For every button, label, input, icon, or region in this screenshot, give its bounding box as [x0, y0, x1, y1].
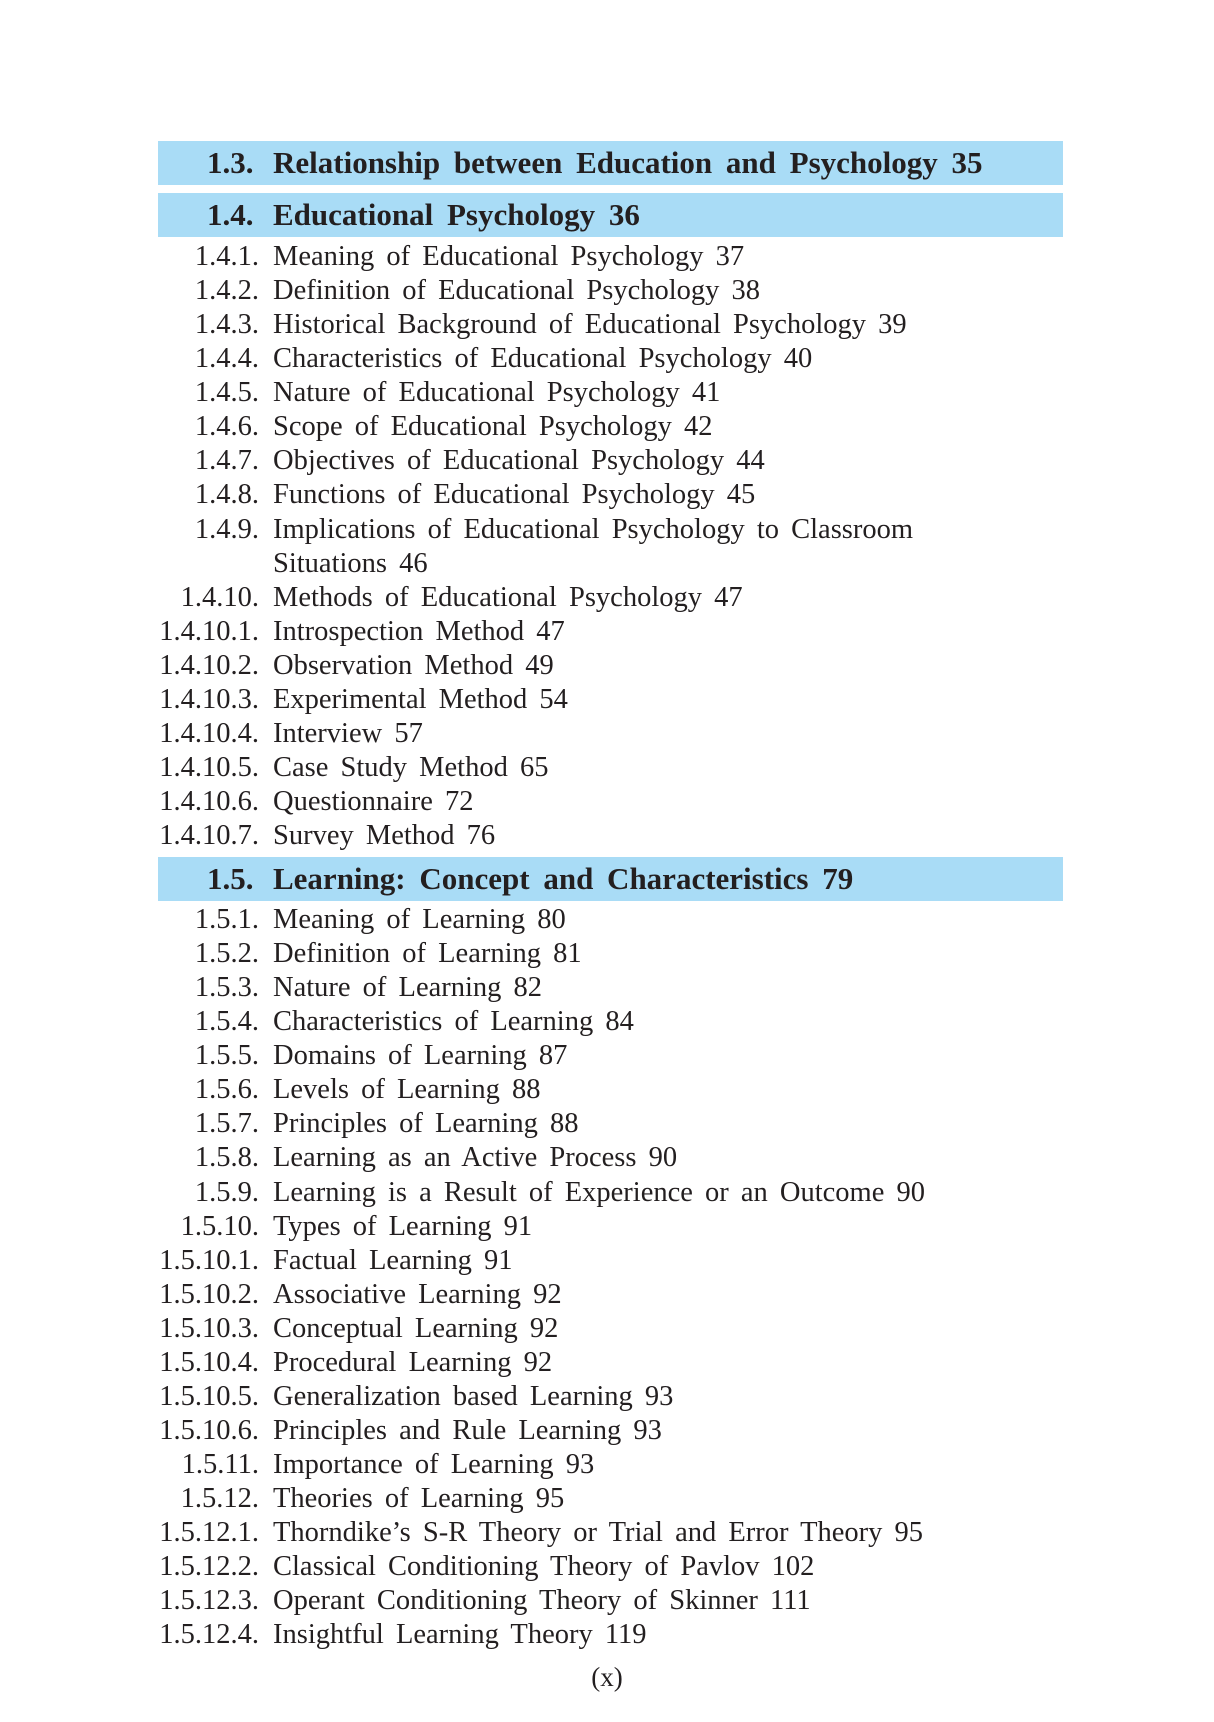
entry-title: Learning as an Active Process 90 [273, 1142, 678, 1174]
toc-entry [0, 1107, 1214, 1141]
entry-title: Operant Conditioning Theory of Skinner 111 [273, 1585, 811, 1617]
entry-title: Definition of Educational Psychology 38 [273, 275, 761, 307]
toc-entry [0, 971, 1214, 1005]
toc-entry [0, 1448, 1214, 1482]
entry-title: Historical Background of Educational Psychology 39 [273, 309, 907, 341]
entry-number: 1.4.10.6. [159, 786, 259, 817]
entry-number: 1.5.9. [194, 1176, 259, 1208]
entry-title: Characteristics of Educational Psychology 40 [273, 343, 813, 375]
entry-title: Survey Method 76 [273, 820, 496, 852]
toc-entry [0, 1005, 1214, 1039]
toc-entry [0, 581, 1214, 615]
entry-number: 1.5.10. [180, 1210, 259, 1242]
toc-entry [0, 1414, 1214, 1448]
entry-number: 1.5.11. [181, 1449, 259, 1480]
entry-number: 1.4.10.2. [159, 649, 259, 681]
entry-number: 1.5.7. [194, 1108, 259, 1140]
entry-title: Objectives of Educational Psychology 44 [273, 445, 765, 477]
entry-title: Principles of Learning 88 [273, 1108, 579, 1140]
entry-number: 1.4.8. [194, 479, 259, 511]
entry-number: 1.5.12. [180, 1483, 259, 1515]
entry-title: Insightful Learning Theory 119 [273, 1619, 647, 1651]
entry-number: 1.5.10.4. [159, 1346, 259, 1378]
entry-number: 1.4.10.3. [159, 683, 259, 715]
toc-heading-1-4 [158, 193, 1063, 237]
entry-number: 1.5.10.3. [159, 1312, 259, 1344]
entry-number: 1.5.8. [194, 1142, 259, 1174]
entry-title: Importance of Learning 93 [273, 1449, 595, 1480]
entry-title: Thorndike’s S-R Theory or Trial and Error Theory 95 [273, 1517, 924, 1549]
toc-entry [0, 274, 1214, 308]
toc-entry [0, 410, 1214, 444]
toc-entry [0, 1312, 1214, 1346]
toc-entry [0, 1550, 1214, 1584]
toc-entry [0, 1039, 1214, 1073]
entry-number: 1.5.12.3. [159, 1585, 259, 1617]
entry-number: 1.4.10.1. [159, 615, 259, 647]
entry-number: 1.5.12.1. [159, 1517, 259, 1549]
toc-entry [0, 1346, 1214, 1380]
entry-title: Generalization based Learning 93 [273, 1380, 674, 1412]
toc-entry [0, 903, 1214, 937]
entry-number: 1.4.10.4. [159, 717, 259, 749]
toc-entry [0, 308, 1214, 342]
entry-number: 1.4.7. [194, 445, 259, 477]
toc-entry [0, 615, 1214, 649]
entry-number: 1.4.4. [194, 343, 259, 375]
toc-entry [0, 683, 1214, 717]
toc-entry [0, 717, 1214, 751]
heading-title: Relationship between Education and Psychology 35 [273, 145, 983, 180]
entry-title: Questionnaire 72 [273, 786, 474, 817]
entry-title: Situations 46 [273, 547, 428, 579]
entry-number: 1.4.10. [180, 581, 259, 613]
entry-number: 1.5.10.1. [159, 1244, 259, 1276]
entry-title: Introspection Method 47 [273, 615, 565, 647]
entry-title: Nature of Learning 82 [273, 972, 543, 1004]
toc-entry [0, 1380, 1214, 1414]
toc-list-1-4 [0, 240, 1214, 853]
entry-title: Scope of Educational Psychology 42 [273, 411, 713, 443]
entry-title: Implications of Educational Psychology to Classroom [273, 513, 914, 545]
entry-number: 1.4.10.7. [159, 820, 259, 852]
entry-number: 1.4.3. [194, 309, 259, 341]
entry-title: Experimental Method 54 [273, 683, 568, 715]
toc-entry [0, 1278, 1214, 1312]
entry-number: 1.5.1. [194, 904, 259, 935]
entry-number: 1.4.10.5. [159, 751, 259, 783]
entry-title: Methods of Educational Psychology 47 [273, 581, 743, 613]
toc-entry [0, 513, 1214, 547]
entry-title: Levels of Learning 88 [273, 1074, 541, 1106]
toc-entry [0, 1244, 1214, 1278]
entry-number: 1.5.10.2. [159, 1278, 259, 1310]
entry-number: 1.4.6. [194, 411, 259, 443]
entry-number: 1.5.12.2. [159, 1551, 259, 1583]
entry-title: Conceptual Learning 92 [273, 1312, 559, 1344]
entry-title: Theories of Learning 95 [273, 1483, 565, 1515]
entry-number: 1.5.4. [194, 1006, 259, 1038]
toc-heading-1-5 [158, 857, 1063, 901]
toc-entry [0, 376, 1214, 410]
entry-title: Procedural Learning 92 [273, 1346, 553, 1378]
entry-title: Nature of Educational Psychology 41 [273, 377, 721, 409]
toc-entry [0, 1141, 1214, 1175]
entry-title: Meaning of Learning 80 [273, 904, 566, 935]
entry-number: 1.5.10.5. [159, 1380, 259, 1412]
entry-title: Classical Conditioning Theory of Pavlov 102 [273, 1551, 815, 1583]
toc-entry [0, 1073, 1214, 1107]
toc-entry [0, 819, 1214, 853]
entry-title: Definition of Learning 81 [273, 938, 582, 970]
page-number: (x) [591, 1662, 623, 1692]
toc-entry [0, 1210, 1214, 1244]
heading-number: 1.3. [207, 145, 254, 180]
toc-entry [0, 1618, 1214, 1652]
toc-list-1-5 [0, 903, 1214, 1652]
entry-number: 1.5.10.6. [159, 1414, 259, 1446]
heading-title: Educational Psychology 36 [273, 197, 640, 232]
toc-entry [0, 1584, 1214, 1618]
entry-title: Learning is a Result of Experience or an Outcome 90 [273, 1176, 926, 1208]
entry-number: 1.4.2. [194, 275, 259, 307]
entry-title: Domains of Learning 87 [273, 1040, 568, 1072]
entry-title: Characteristics of Learning 84 [273, 1006, 634, 1038]
entry-title: Principles and Rule Learning 93 [273, 1414, 662, 1446]
entry-number: 1.4.9. [194, 513, 259, 545]
toc-entry [0, 1516, 1214, 1550]
entry-title: Case Study Method 65 [273, 751, 549, 783]
entry-number: 1.5.3. [194, 972, 259, 1004]
heading-number: 1.4. [207, 197, 254, 232]
toc-entry [0, 751, 1214, 785]
toc-entry [0, 547, 1214, 581]
entry-number: 1.4.5. [194, 377, 259, 409]
entry-number: 1.5.12.4. [159, 1619, 259, 1651]
toc-entry [0, 478, 1214, 512]
toc-entry [0, 240, 1214, 274]
entry-title: Observation Method 49 [273, 649, 554, 681]
entry-title: Types of Learning 91 [273, 1210, 533, 1242]
heading-title: Learning: Concept and Characteristics 79 [273, 861, 854, 896]
toc-heading-1-3 [158, 141, 1063, 185]
entry-number: 1.5.5. [194, 1040, 259, 1072]
entry-title: Associative Learning 92 [273, 1278, 562, 1310]
entry-title: Interview 57 [273, 717, 423, 749]
toc-entry [0, 785, 1214, 819]
entry-title: Meaning of Educational Psychology 37 [273, 241, 745, 272]
toc-entry [0, 937, 1214, 971]
entry-title: Functions of Educational Psychology 45 [273, 479, 756, 511]
toc-entry [0, 444, 1214, 478]
toc-entry [0, 1176, 1214, 1210]
toc-entry [0, 342, 1214, 376]
heading-number: 1.5. [207, 861, 254, 896]
toc-entry [0, 649, 1214, 683]
entry-number: 1.5.2. [194, 938, 259, 970]
toc-entry [0, 1482, 1214, 1516]
entry-number: 1.4.1. [194, 241, 259, 272]
entry-number: 1.5.6. [194, 1074, 259, 1106]
entry-title: Factual Learning 91 [273, 1244, 513, 1276]
